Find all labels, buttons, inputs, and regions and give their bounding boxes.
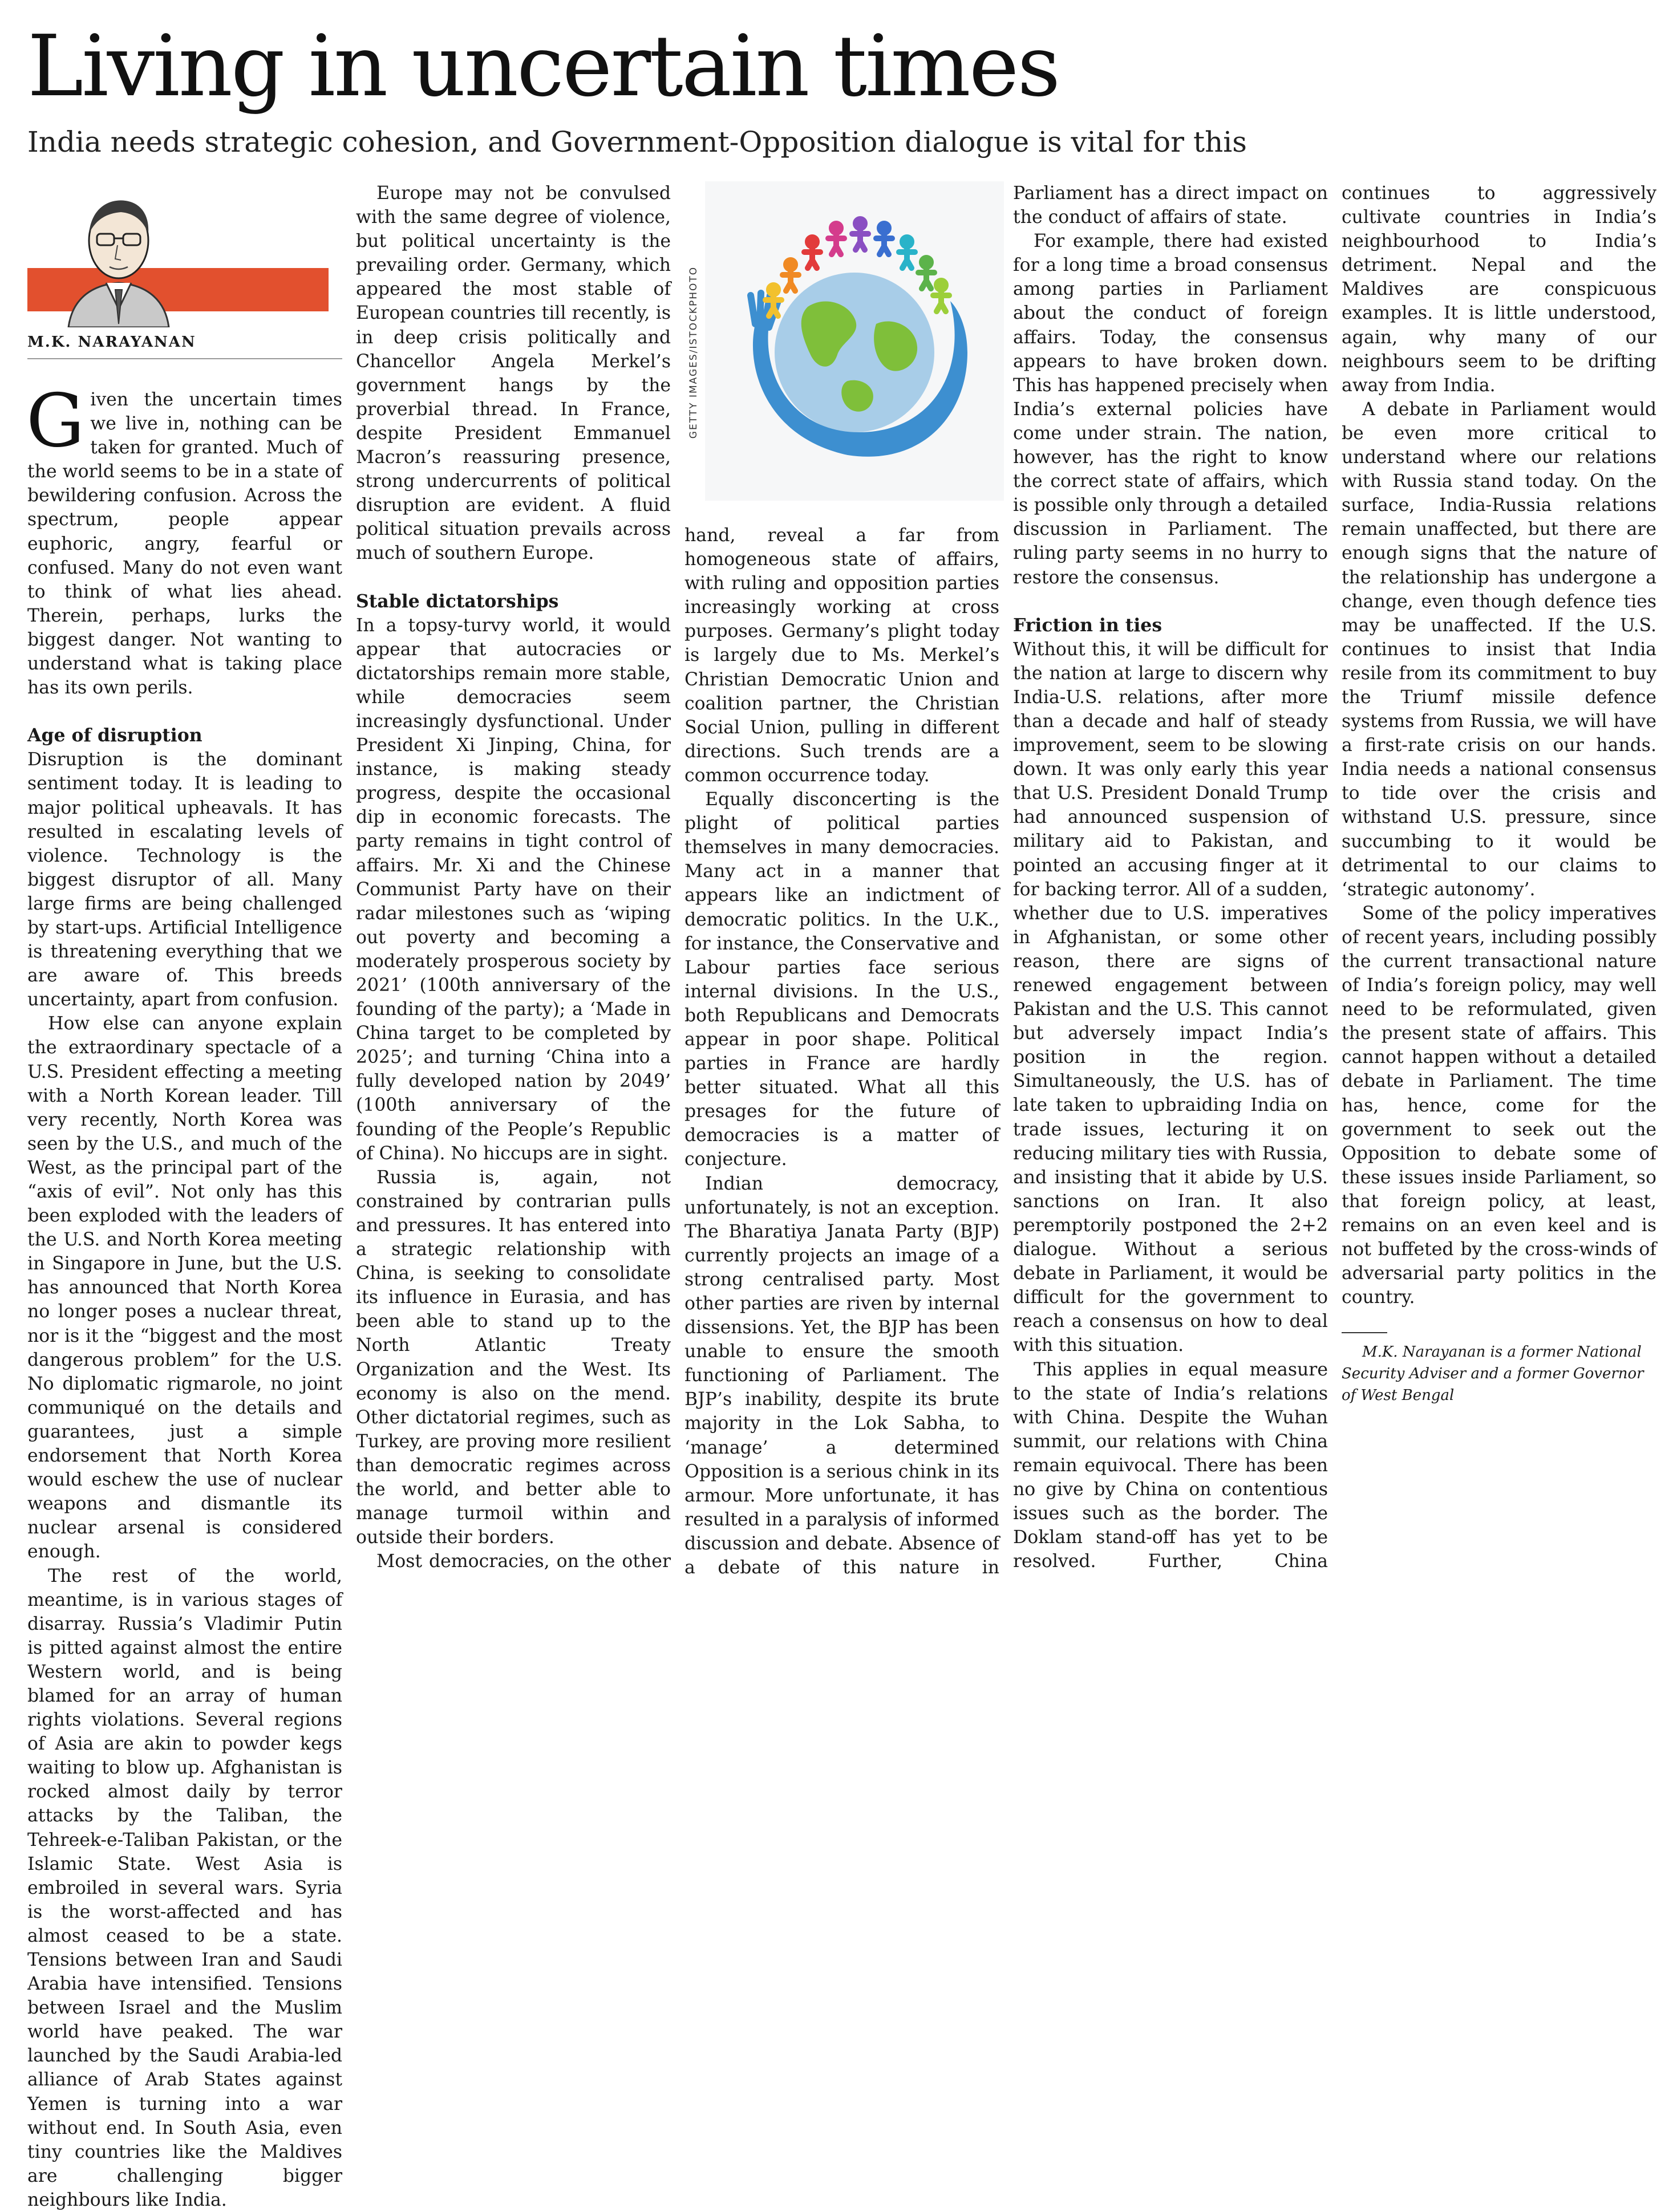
photo-credit — [686, 204, 702, 501]
paragraph: Most democracies, on the other — [356, 1549, 671, 1573]
globe-hand-illustration — [705, 181, 1004, 501]
column-5 — [1342, 181, 1656, 1406]
section-heading: Stable dictatorships — [356, 590, 671, 614]
column-3 — [684, 181, 999, 1580]
lead-paragraph — [27, 388, 342, 700]
section-heading: Friction in ties — [1013, 614, 1328, 638]
byline-rule — [27, 358, 342, 359]
lead-text: iven the uncertain times we live in, nothing can be taken for granted. Much of the world seems to be in a state of bewildering confusion. Across the spectrum, people appear euphoric, angry, fearful or confused. Many do not even want to think of what lies ahead. Therein, perhaps, lurks the biggest danger. Not wanting to understand what is taking place has its own perils. — [27, 389, 342, 698]
author-bio: M.K. Narayanan is a former National Security Adviser and a former Governor of West Bengal — [1342, 1341, 1656, 1406]
author-sketch — [62, 181, 176, 327]
paragraph: How else can anyone explain the extraordinary spectacle of a U.S. President effecting a meeting with a North Korean leader. Till very recently, North Korea was seen by the U.S., and much of the West, as the principal part of the “axis of evil”. Not only has this been exploded with the leaders of the U.S. and North Korea meeting in Singapore in June, but the U.S. has announced that North Korea no longer poses a nuclear threat, nor is it the “biggest and the most dangerous problem” for the U.S. No diplomatic rigmarole, no joint communiqué on the details and guarantees, just a simple endorsement that North Korea would eschew the use of nuclear weapons and dismantle its nuclear arsenal is considered enough. — [27, 1012, 342, 1564]
paragraph: Some of the policy imperatives of recent years, including possibly the current transactional nature of India’s foreign policy, may well need to be reformulated, given the present state of affairs. This cannot happen without a detailed debate in Parliament. The time has, hence, come for the government to seek out the Opposition to debate some of these issues inside Parliament, so that foreign policy, at least, remains on an even keel and is not buffeted by the cross-winds of adversarial party politics in the country. — [1342, 902, 1656, 1310]
paragraph: This applies in equal measure to the state of India’s relations with China. Despite the Wuhan summit, our relations with China remain equivocal. There has been no give by China on contentious issues such as the border. The Doklam stand-off has yet to be resolved. Further, China — [1013, 1358, 1328, 1574]
paragraph-continued: Parliament has a direct impact on the conduct of affairs of state. — [1013, 181, 1328, 229]
paragraph-continued: continues to aggressively cultivate countries in India’s neighbourhood to India’s detriment. Nepal and the Maldives are conspicuous examples. It is little understood, again, why many of our neighbours seem to be drifting away from India. — [1342, 181, 1656, 397]
paragraph: A debate in Parliament would be even more critical to understand where our relations with Russia stand today. On the surface, India-Russia relations remain unaffected, but there are enough signs that the nature of the relationship has undergone a change, even though defence ties may be unaffected. If the U.S. continues to insist that India resile from its commitment to buy the Triumf missile defence systems from Russia, we will have a first-rate crisis on our hands. India needs a national consensus to tide over the crisis and withstand U.S. pressure, since succumbing to it would be detrimental to our claims to ‘strategic autonomy’. — [1342, 397, 1656, 902]
paragraph: For example, there had existed for a long time a broad consensus among parties in Parliament about the conduct of foreign affairs. Today, the consensus appears to have broken down. This has happened precisely when India’s external policies have come under strain. The nation, however, has the right to know the correct state of affairs, which is possible only through a detailed discussion in Parliament. The ruling party seems in no hurry to restore the consensus. — [1013, 229, 1328, 589]
paragraph: Russia is, again, not constrained by contrarian pulls and pressures. It has entered into a strategic relationship with China, is seeking to consolidate its influence in Eurasia, and has been able to stand up to the North Atlantic Treaty Organization and the West. Its economy is also on the mend. Other dictatorial regimes, such as Turkey, are proving more resilient than democratic regimes across the world, and better able to manage turmoil within and outside their borders. — [356, 1166, 671, 1550]
paragraph: Disruption is the dominant sentiment today. It is leading to major political upheavals. It has resulted in escalating levels of violence. Technology is the biggest disruptor of all. Many large firms are being challenged by start-ups. Artificial Intelligence is threatening everything that we are aware of. This breeds uncertainty, apart from confusion. — [27, 748, 342, 1012]
section-heading-age-of-disruption: Age of disruption — [27, 724, 342, 748]
article-illustration — [684, 181, 1004, 506]
column-1 — [27, 181, 342, 2212]
author-portrait — [27, 181, 329, 327]
paragraph: Indian democracy, unfortunately, is not an exception. The Bharatiya Janata Party (BJP) currently projects an image of a strong centralised party. Most other parties are riven by internal dissensions. Yet, the BJP has been unable to ensure the smooth functioning of Parliament. The BJP’s inability, despite its brute majority in the Lok Sabha, to ‘manage’ a determined Opposition is a serious chink in its armour. More unfortunate, it has resulted in a paralysis of informed discussion and debate. Absence of a debate of this nature in — [684, 1172, 999, 1580]
column-2 — [356, 181, 671, 1573]
paragraph: Equally disconcerting is the plight of political parties themselves in many democracies. Many act in a manner that appears like an indictment of democratic politics. In the U.K., for instance, the Conservative and Labour parties face serious internal divisions. In the U.S., both Republicans and Democrats appear in poor shape. Political parties in France are hardly better situated. What all this presages for the future of democracies is a matter of conjecture. — [684, 788, 999, 1172]
paragraph: Without this, it will be difficult for the nation at large to discern why India-U.S. relations, after more than a decade and half of steady improvement, seem to be slowing down. It was only early this year that U.S. President Donald Trump had announced suspension of military aid to Pakistan, and pointed an accusing finger at it for backing terror. All of a sudden, whether due to U.S. imperatives in Afghanistan, or some other reason, there are signs of renewed engagement between Pakistan and the U.S. This cannot but adversely impact India’s position in the region. Simultaneously, the U.S. has of late taken to upbraiding India on trade issues, lecturing it on reducing military ties with Russia, and insisting that it abide by U.S. sanctions on Iran. It also peremptorily postponed the 2+2 dialogue. Without a serious debate in Parliament, it would be difficult for the government to reach a consensus on how to deal with this situation. — [1013, 638, 1328, 1358]
paragraph: The rest of the world, meantime, is in various stages of disarray. Russia’s Vladimir Putin is pitted against almost the entire Western world, and is being blamed for an array of human rights violations. Several regions of Asia are akin to powder kegs waiting to blow up. Afghanistan is rocked almost daily by terror attacks by the Taliban, the Tehreek-e-Taliban Pakistan, or the Islamic State. West Asia is embroiled in several wars. Syria is the worst-affected and has almost ceased to be a state. Tensions between Iran and Saudi Arabia have intensified. Tensions between Israel and the Muslim world have peaked. The war launched by the Saudi Arabia-led alliance of Arab States against Yemen is turning into a war without end. In South Asia, even tiny countries like the Maldives are challenging bigger neighbours like India. — [27, 1564, 342, 2212]
bio-rule — [1342, 1332, 1387, 1333]
photo-credit-text: GETTY IMAGES/ISTOCKPHOTO — [682, 266, 706, 439]
column-4 — [1013, 181, 1328, 1573]
subheadline: India needs strategic cohesion, and Government-Opposition dialogue is vital for this — [27, 122, 1247, 162]
headline: Living in uncertain times — [27, 15, 1059, 117]
paragraph-continued: hand, reveal a far from homogeneous state of affairs, with ruling and opposition parties increasingly working at cross purposes. Germany’s plight today is largely due to Ms. Merkel’s Christian Democratic Union and coalition partner, the Christian Social Union, pulling in different directions. Such trends are a common occurrence today. — [684, 523, 999, 788]
paragraph: In a topsy-turvy world, it would appear that autocracies or dictatorships remain more stable, while democracies seem increasingly dysfunctional. Under President Xi Jinping, China, for instance, is making steady progress, despite the occasional dip in economic forecasts. The party remains in tight control of affairs. Mr. Xi and the Chinese Communist Party have on their radar milestones such as ‘wiping out poverty and becoming a moderately prosperous society by 2021’ (100th anniversary of the founding of the party); a ‘Made in China target to be completed by 2025’; and turning ‘China into a fully developed nation by 2049’ (100th anniversary of the founding of the People’s Republic of China). No hiccups are in sight. — [356, 614, 671, 1166]
paragraph: Europe may not be convulsed with the same degree of violence, but political uncertainty is the prevailing order. Germany, which appeared the most stable of European countries till recently, is in deep crisis politically and Chancellor Angela Merkel’s government hangs by the proverbial thread. In France, despite President Emmanuel Macron’s reassuring presence, strong undercurrents of political disruption are evident. A fluid political situation prevails across much of southern Europe. — [356, 181, 671, 566]
author-byline: M.K. NARAYANAN — [27, 331, 342, 354]
drop-cap: G — [26, 390, 84, 453]
